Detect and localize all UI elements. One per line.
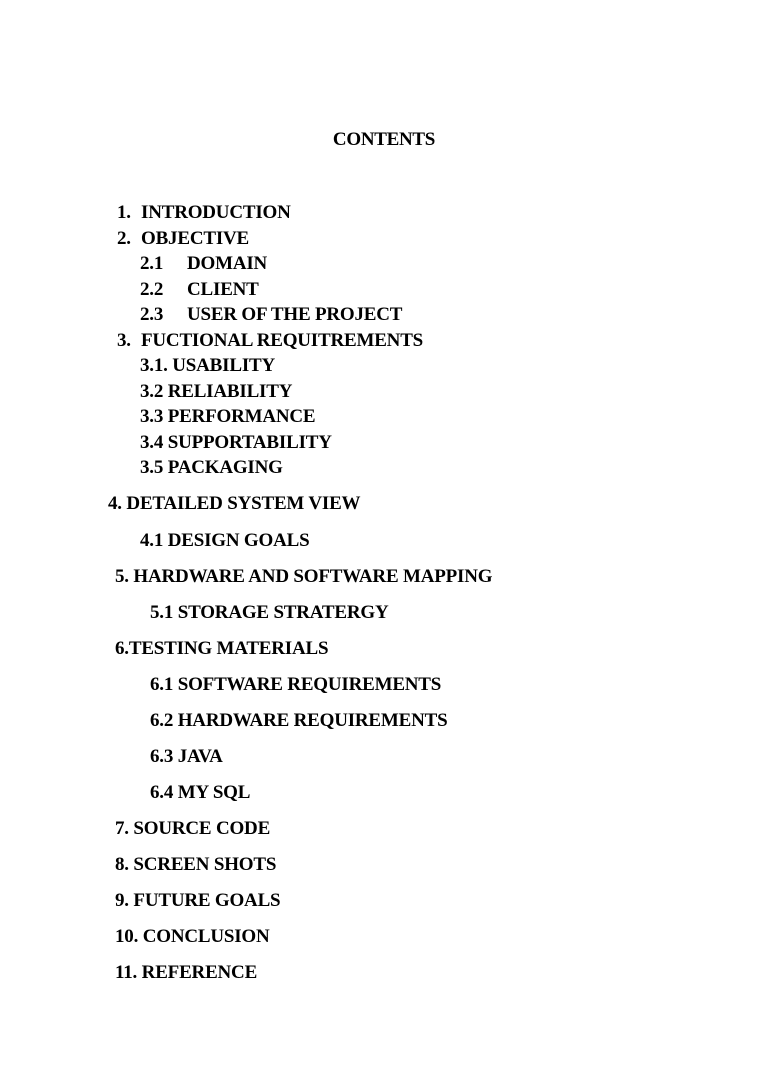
toc-entry-label: RELIABILITY <box>167 381 293 402</box>
toc-entry <box>117 330 423 352</box>
toc-entry-label: CLIENT <box>187 279 259 300</box>
toc-entry-number: 9. <box>115 890 129 911</box>
toc-subentry <box>140 304 402 326</box>
toc-entry-number: 2.3 <box>140 304 164 325</box>
toc-entry-number: 4.1 <box>140 530 164 551</box>
toc-entry <box>115 890 280 912</box>
toc-subentry <box>140 355 275 377</box>
toc-entry-label: USER OF THE PROJECT <box>187 304 403 325</box>
toc-subentry <box>140 432 332 454</box>
toc-subentry <box>150 602 388 624</box>
toc-entry <box>117 228 249 250</box>
toc-entry-number: 3.2 <box>140 381 164 402</box>
page-title: CONTENTS <box>332 129 436 150</box>
toc-entry-label: HARDWARE REQUIREMENTS <box>177 710 448 731</box>
toc-entry <box>115 962 257 984</box>
toc-entry-label: PACKAGING <box>167 457 283 478</box>
toc-entry-number: 2.1 <box>140 253 164 274</box>
toc-entry-number: 5.1 <box>150 602 174 623</box>
toc-entry-number: 5. <box>115 566 129 587</box>
toc-entry-label: CONCLUSION <box>142 926 270 947</box>
toc-entry-number: 3.1. <box>140 355 168 376</box>
toc-entry-label: SOURCE CODE <box>133 818 271 839</box>
toc-entry-label: SOFTWARE REQUIREMENTS <box>177 674 442 695</box>
toc-subentry <box>140 457 283 479</box>
toc-entry-number: 8. <box>115 854 129 875</box>
toc-entry-number: 6.4 <box>150 782 174 803</box>
toc-entry-number: 11. <box>115 962 138 983</box>
toc-entry-label: FUCTIONAL REQUITREMENTS <box>141 330 424 351</box>
toc-entry-label: DOMAIN <box>187 253 268 274</box>
toc-entry <box>115 854 276 876</box>
toc-entry-number: 6.2 <box>150 710 174 731</box>
toc-subentry <box>140 381 292 403</box>
toc-entry-number: 6. <box>115 638 129 659</box>
toc-entry-label: DESIGN GOALS <box>167 530 310 551</box>
toc-entry <box>115 566 492 588</box>
toc-entry-number: 7. <box>115 818 129 839</box>
toc-entry-label: PERFORMANCE <box>167 406 316 427</box>
toc-entry-label: SCREEN SHOTS <box>133 854 277 875</box>
toc-entry <box>115 926 270 948</box>
toc-entry-label: OBJECTIVE <box>141 228 250 249</box>
toc-entry <box>108 493 360 515</box>
toc-entry-number: 3. <box>117 330 131 351</box>
toc-subentry <box>150 746 223 768</box>
toc-entry-label: INTRODUCTION <box>141 202 291 223</box>
toc-entry <box>117 202 291 224</box>
toc-entry-number: 3.5 <box>140 457 164 478</box>
toc-entry <box>115 818 270 840</box>
toc-subentry <box>140 530 309 552</box>
toc-entry-number: 6.1 <box>150 674 174 695</box>
toc-entry-number: 2. <box>117 228 131 249</box>
toc-entry-number: 6.3 <box>150 746 174 767</box>
toc-entry-label: TESTING MATERIALS <box>128 638 329 659</box>
toc-entry-number: 4. <box>108 493 122 514</box>
toc-entry-number: 3.4 <box>140 432 164 453</box>
toc-entry-label: JAVA <box>177 746 223 767</box>
toc-subentry <box>150 710 447 732</box>
toc-subentry <box>140 406 315 428</box>
toc-entry-label: REFERENCE <box>141 962 258 983</box>
toc-entry <box>115 638 328 660</box>
toc-entry-label: HARDWARE AND SOFTWARE MAPPING <box>133 566 493 587</box>
toc-subentry <box>150 674 441 696</box>
toc-entry-label: MY SQL <box>177 782 251 803</box>
toc-entry-label: DETAILED SYSTEM VIEW <box>126 493 361 514</box>
toc-entry-number: 1. <box>117 202 131 223</box>
toc-subentry <box>140 253 267 275</box>
toc-entry-label: USABILITY <box>172 355 276 376</box>
toc-entry-label: FUTURE GOALS <box>133 890 281 911</box>
toc-entry-number: 3.3 <box>140 406 164 427</box>
toc-entry-number: 10. <box>115 926 139 947</box>
toc-entry-number: 2.2 <box>140 279 164 300</box>
toc-subentry <box>140 279 259 301</box>
toc-entry-label: SUPPORTABILITY <box>167 432 332 453</box>
toc-entry-label: STORAGE STRATERGY <box>177 602 389 623</box>
toc-subentry <box>150 782 250 804</box>
